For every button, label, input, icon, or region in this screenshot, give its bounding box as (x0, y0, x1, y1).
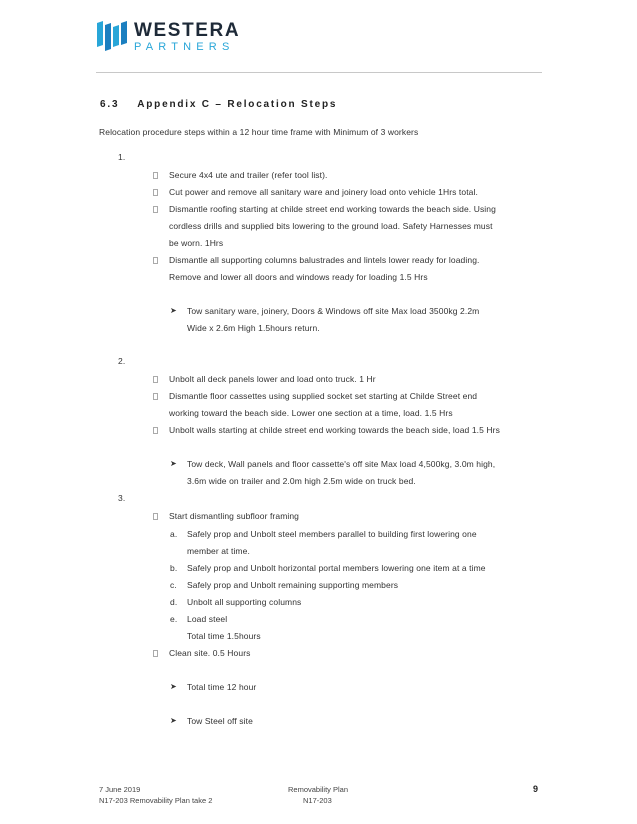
section-heading: 6.3 Appendix C – Relocation Steps (100, 99, 338, 110)
step1-item-2: Cut power and remove all sanitary ware and joinery load onto vehicle 1Hrs total. (169, 187, 478, 197)
bullet-icon (153, 427, 158, 434)
step1-item-3-line3: be worn. 1Hrs (169, 238, 224, 248)
step3-arrow-1: Total time 12 hour (187, 682, 257, 692)
footer-doc-name: N17-203 Removability Plan take 2 (99, 796, 213, 805)
page-number: 9 (533, 784, 539, 794)
step2-item-1: Unbolt all deck panels lower and load onto truck. 1 Hr (169, 374, 376, 384)
sub-item-letter: c. (170, 580, 177, 590)
step1-item-3-line2: cordless drills and supplied bits lowering to the ground load. Safety Harnesses must (169, 221, 493, 231)
step1-item-3-line1: Dismantle roofing starting at childe street end working towards the beach side. Using (169, 204, 496, 214)
bullet-icon (153, 189, 158, 196)
sub-item-letter: e. (170, 614, 178, 624)
arrow-bullet-icon: ➤ (170, 306, 177, 315)
step3-sub-e-line2: Total time 1.5hours (187, 631, 261, 641)
step-number: 1. (118, 152, 126, 162)
step-number: 3. (118, 493, 126, 503)
sub-item-letter: a. (170, 529, 178, 539)
bullet-icon (153, 513, 158, 520)
step3-clean: Clean site. 0.5 Hours (169, 648, 251, 658)
step1-item-1: Secure 4x4 ute and trailer (refer tool list). (169, 170, 328, 180)
footer-doc-code: N17-203 (303, 796, 332, 805)
step1-item-4-line2: Remove and lower all doors and windows ready for loading 1.5 Hrs (169, 272, 428, 282)
logo-mark-icon (96, 19, 130, 53)
company-logo (96, 19, 241, 55)
step3-sub-e-line1: Load steel (187, 614, 228, 624)
step2-item-2-line2: working toward the beach side. Lower one section at a time, load. 1.5 Hrs (169, 408, 453, 418)
step3-sub-a-line2: member at time. (187, 546, 250, 556)
intro-text: Relocation procedure steps within a 12 hour time frame with Minimum of 3 workers (99, 127, 419, 137)
logo-subtitle: PARTNERS (134, 41, 235, 53)
step3-sub-c: Safely prop and Unbolt remaining supporting members (187, 580, 399, 590)
bullet-icon (153, 376, 158, 383)
footer-date: 7 June 2019 (99, 785, 141, 794)
arrow-bullet-icon: ➤ (170, 459, 177, 468)
step3-sub-b: Safely prop and Unbolt horizontal portal members lowering one item at a time (187, 563, 486, 573)
step1-item-4-line1: Dismantle all supporting columns balustrades and lintels lower ready for loading. (169, 255, 480, 265)
sub-item-letter: d. (170, 597, 178, 607)
step2-arrow-line2: 3.6m wide on trailer and 2.0m high 2.5m wide on truck bed. (187, 476, 416, 486)
header-divider (96, 72, 542, 73)
step1-arrow-line1: Tow sanitary ware, joinery, Doors & Windows off site Max load 3500kg 2.2m (187, 306, 480, 316)
bullet-icon (153, 257, 158, 264)
step3-sub-d: Unbolt all supporting columns (187, 597, 302, 607)
step3-start: Start dismantling subfloor framing (169, 511, 300, 521)
footer-doc-title: Removability Plan (288, 785, 349, 794)
step1-arrow-line2: Wide x 2.6m High 1.5hours return. (187, 323, 320, 333)
step3-arrow-2: Tow Steel off site (187, 716, 253, 726)
bullet-icon (153, 172, 158, 179)
step-number: 2. (118, 356, 126, 366)
bullet-icon (153, 393, 158, 400)
step2-item-3: Unbolt walls starting at childe street end working towards the beach side, load 1.5 Hrs (169, 425, 500, 435)
bullet-icon (153, 650, 158, 657)
bullet-icon (153, 206, 158, 213)
sub-item-letter: b. (170, 563, 178, 573)
arrow-bullet-icon: ➤ (170, 682, 177, 691)
arrow-bullet-icon: ➤ (170, 716, 177, 725)
logo-wordmark: WESTERA (134, 20, 241, 41)
step2-item-2-line1: Dismantle floor cassettes using supplied socket set starting at Childe Street end (169, 391, 478, 401)
step2-arrow-line1: Tow deck, Wall panels and floor cassette's off site Max load 4,500kg, 3.0m high, (187, 459, 496, 469)
step3-sub-a-line1: Safely prop and Unbolt steel members parallel to building first lowering one (187, 529, 477, 539)
